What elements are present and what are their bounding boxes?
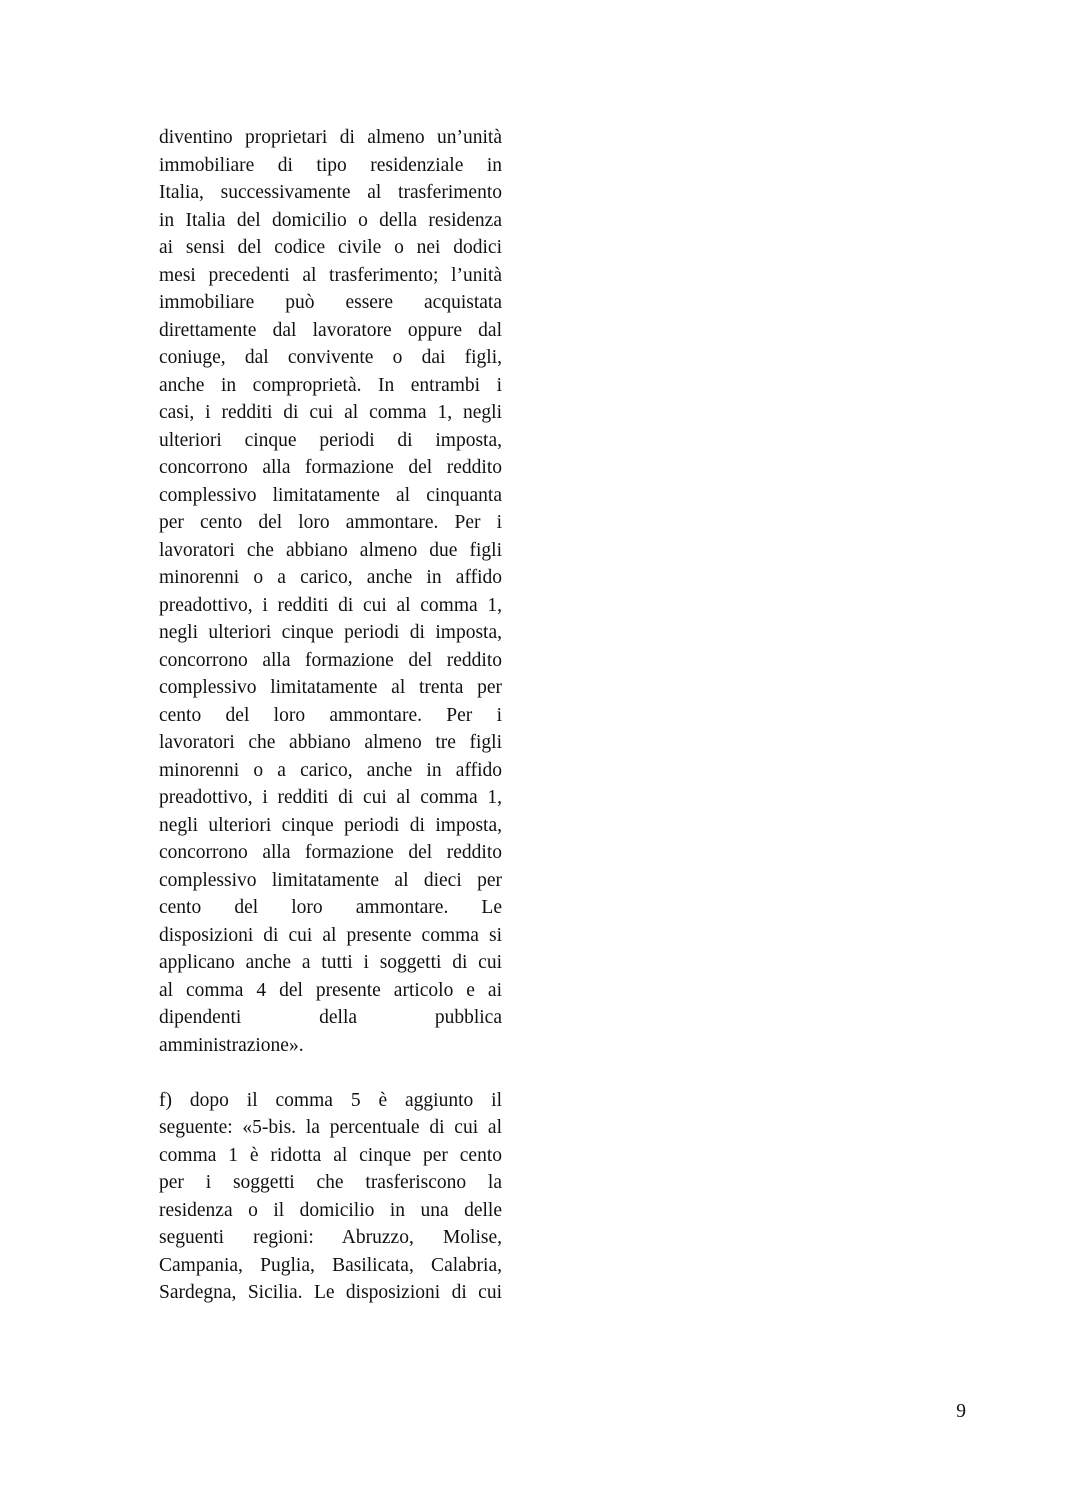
text-line: seguenti regioni: Abruzzo, Molise, [159, 1227, 502, 1248]
text-line: per i soggetti che trasferiscono la [159, 1172, 502, 1193]
text-line: diventino proprietari di almeno un’unità [159, 127, 502, 148]
text-line: concorrono alla formazione del reddito [159, 649, 502, 671]
text-line: in Italia del domicilio o della residenza [159, 209, 502, 231]
text-line: minorenni o a carico, anche in affido [159, 567, 502, 588]
text-line: immobiliare di tipo residenziale in [159, 154, 502, 176]
text-column [159, 124, 502, 1307]
text-line: complessivo limitatamente al trenta per [159, 677, 502, 698]
text-line: negli ulteriori cinque periodi di imposta, [159, 622, 502, 643]
paragraph-continuation [159, 124, 502, 1059]
text-line: dipendenti della pubblica [159, 1007, 502, 1028]
text-line: lavoratori che abbiano almeno tre figli [159, 732, 502, 753]
text-line: seguente: «5-bis. la percentuale di cui al [159, 1117, 502, 1138]
paragraph-gap [159, 1059, 502, 1087]
text-line: lavoratori che abbiano almeno due figli [159, 539, 502, 561]
text-line: direttamente dal lavoratore oppure dal [159, 319, 502, 341]
text-line: casi, i redditi di cui al comma 1, negli [159, 402, 502, 423]
text-line: minorenni o a carico, anche in affido [159, 759, 502, 781]
text-line: ai sensi del codice civile o nei dodici [159, 237, 502, 258]
text-line: immobiliare può essere acquistata [159, 292, 502, 313]
text-line: mesi precedenti al trasferimento; l’unità [159, 264, 502, 286]
paragraph-item-f [159, 1087, 502, 1307]
text-line: disposizioni di cui al presente comma si [159, 924, 502, 946]
text-line: complessivo limitatamente al cinquanta [159, 484, 502, 506]
text-line: amministrazione». [159, 1034, 304, 1056]
text-line: ulteriori cinque periodi di imposta, [159, 429, 502, 451]
text-line: preadottivo, i redditi di cui al comma 1, [159, 594, 502, 616]
text-line: complessivo limitatamente al dieci per [159, 869, 502, 891]
text-line: comma 1 è ridotta al cinque per cento [159, 1144, 502, 1166]
text-line: cento del loro ammontare. Per i [159, 704, 502, 726]
text-line: cento del loro ammontare. Le [159, 897, 502, 918]
text-line: negli ulteriori cinque periodi di imposta, [159, 814, 502, 836]
text-line: Italia, successivamente al trasferimento [159, 182, 502, 203]
text-line: Campania, Puglia, Basilicata, Calabria, [159, 1254, 502, 1276]
text-line: anche in comproprietà. In entrambi i [159, 374, 502, 396]
text-line: concorrono alla formazione del reddito [159, 842, 502, 863]
text-line: per cento del loro ammontare. Per i [159, 512, 502, 533]
text-line: f) dopo il comma 5 è aggiunto il [159, 1089, 502, 1111]
text-line: al comma 4 del presente articolo e ai [159, 979, 502, 1001]
text-line: concorrono alla formazione del reddito [159, 457, 502, 478]
text-line: Sardegna, Sicilia. Le disposizioni di cui [159, 1282, 502, 1303]
page-number: 9 [956, 1401, 966, 1422]
text-line: coniuge, dal convivente o dai figli, [159, 347, 502, 368]
text-line: residenza o il domicilio in una delle [159, 1199, 502, 1221]
text-line: preadottivo, i redditi di cui al comma 1, [159, 787, 502, 808]
text-line: applicano anche a tutti i soggetti di cui [159, 952, 502, 973]
